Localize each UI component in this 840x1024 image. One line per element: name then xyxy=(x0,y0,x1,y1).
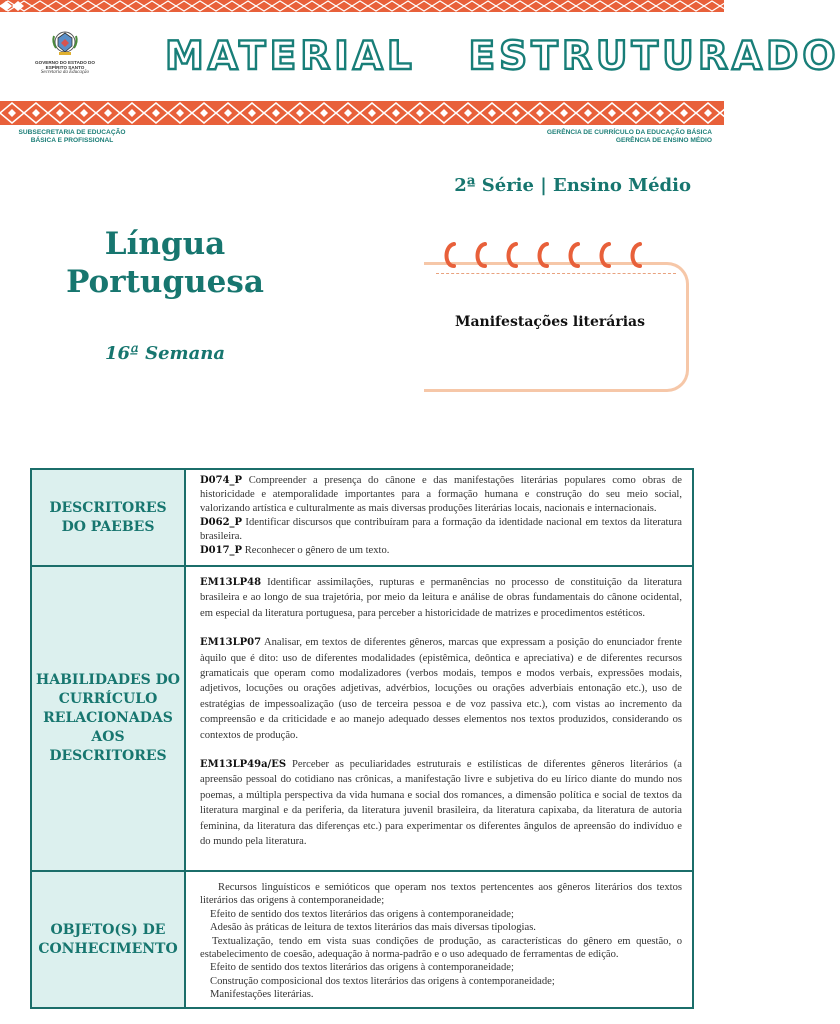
org-left xyxy=(12,129,132,145)
org-right-line1: GERÊNCIA DE CURRÍCULO DA EDUCAÇÃO BÁSICA xyxy=(546,129,712,136)
logo-government-text: GOVERNO DO ESTADO DO ESPÍRITO SANTO xyxy=(35,60,95,70)
top-pattern-band xyxy=(0,0,724,12)
middle-pattern-band xyxy=(0,101,724,125)
curriculum-matrix-table xyxy=(30,468,694,1009)
org-right xyxy=(482,129,712,145)
subject-line-1: Língua xyxy=(104,226,226,262)
objetos-content xyxy=(186,872,692,1007)
grade-level: 2ª Série | Ensino Médio xyxy=(454,175,691,196)
habilidades-label: HABILIDADES DO CURRÍCULO RELACIONADAS AOS DESCRITORES xyxy=(32,567,186,870)
org-left-line1: SUBSECRETARIA DE EDUCAÇÃO xyxy=(18,129,126,136)
objeto-item: Textualização, tendo em vista suas condições de produção, as características do gênero em questão, o estabelecimento de coesão, adequação à norma-padrão e o uso adequado de ferramentas de edição. xyxy=(200,935,682,961)
objeto-item: Recursos linguísticos e semióticos que operam nos textos pertencentes aos gêneros literários dos textos literários das origens à contemporaneidade; xyxy=(200,882,682,907)
header-title: MATERIAL ESTRUTURADO xyxy=(165,34,840,79)
descritor-item: D074_P Compreender a presença do cânone e das manifestações literárias populares como obras de historicidade e atemporalidade importantes para a formação humana e construção do seu meio social, valorizando artística e culturalmente as mais diversas produções literárias locais, nacionais e internacionais. xyxy=(200,475,682,514)
org-right-line2: GERÊNCIA DE ENSINO MÉDIO xyxy=(615,137,712,144)
notebook-rings-icon xyxy=(438,236,668,276)
org-left-line2: BÁSICA E PROFISSIONAL xyxy=(30,137,114,144)
descritores-row xyxy=(32,470,692,567)
objeto-item: Adesão às práticas de leitura de textos literários das mais diversas tipologias. xyxy=(210,922,536,934)
habilidades-row xyxy=(32,567,692,872)
objeto-item: Manifestações literárias. xyxy=(210,989,314,1001)
habilidade-item: EM13LP48 Identificar assimilações, rupturas e permanências no processo de constituição da literatura brasileira e ao longo de sua trajetória, por meio da leitura e análise de obras fundamentais do cânone ocidental, em especial da literatura portuguesa, para perceber a historicidade de matrizes e procedimentos estéticos. xyxy=(200,577,682,619)
coat-of-arms-icon xyxy=(50,28,80,58)
descritor-item: D062_P Identificar discursos que contribuíram para a formação da identidade nacional em textos da literatura brasileira. xyxy=(200,517,682,542)
objeto-item: Efeito de sentido dos textos literários das origens à contemporaneidade; xyxy=(210,962,514,974)
habilidade-item: EM13LP07 Analisar, em textos de diferentes gêneros, marcas que expressam a posição do enunciador frente àquilo que é dito: uso de diferentes modalidades (epistêmica, deôntica e apreciativa) e de diferentes recursos gramaticais que operam como modalizadores (verbos modais, tempos e modos verbais, expressões modais, adjetivos, locuções ou orações adjetivas, advérbios, locuções ou orações adverbiais entonação etc.), uso de estratégias de impessoalização (uso de terceira pessoa e de voz passiva etc.), com vistas ao incremento da compreensão e da criticidade e ao manejo adequado desses elementos nos textos produzidos, considerando os contextos de produção. xyxy=(200,637,682,741)
notebook-dashed-line xyxy=(436,273,676,274)
objeto-item: Construção composicional dos textos literários das origens à contemporaneidade; xyxy=(210,975,555,987)
habilidades-content xyxy=(186,567,692,870)
habilidade-item: EM13LP49a/ES Perceber as peculiaridades estruturais e estilísticas de diferentes gêneros literários (a apreensão pessoal do cotidiano nas crônicas, a manifestação livre e subjetiva do eu lírico diante do mundo nos poemas, a múltipla perspectiva da vida humana e social dos romances, a dimensão política e social de textos da literatura marginal e da periferia, da literatura juvenil brasileira, da literatura capixaba, da literatura de autoria feminina, da literatura das diferenças etc.) para experimentar os diferentes ângulos de apreensão do indivíduo e do mundo pela literatura. xyxy=(200,759,682,848)
week-label: 16ª Semana xyxy=(105,343,225,364)
topic-title: Manifestações literárias xyxy=(454,314,646,330)
descritor-item: D017_P Reconhecer o gênero de um texto. xyxy=(200,545,390,556)
objetos-row xyxy=(32,872,692,1007)
subject-line-2: Portuguesa xyxy=(66,264,264,300)
subject-title xyxy=(40,225,290,301)
logo-secretaria-text: Secretaria da Educação xyxy=(40,70,90,75)
government-logo xyxy=(30,28,100,75)
descritores-content xyxy=(186,470,692,565)
descritores-label: DESCRITORES DO PAEBES xyxy=(32,470,186,565)
objeto-item: Efeito de sentido dos textos literários das origens à contemporaneidade; xyxy=(210,908,514,920)
objetos-label: OBJETO(S) DE CONHECIMENTO xyxy=(32,872,186,1007)
